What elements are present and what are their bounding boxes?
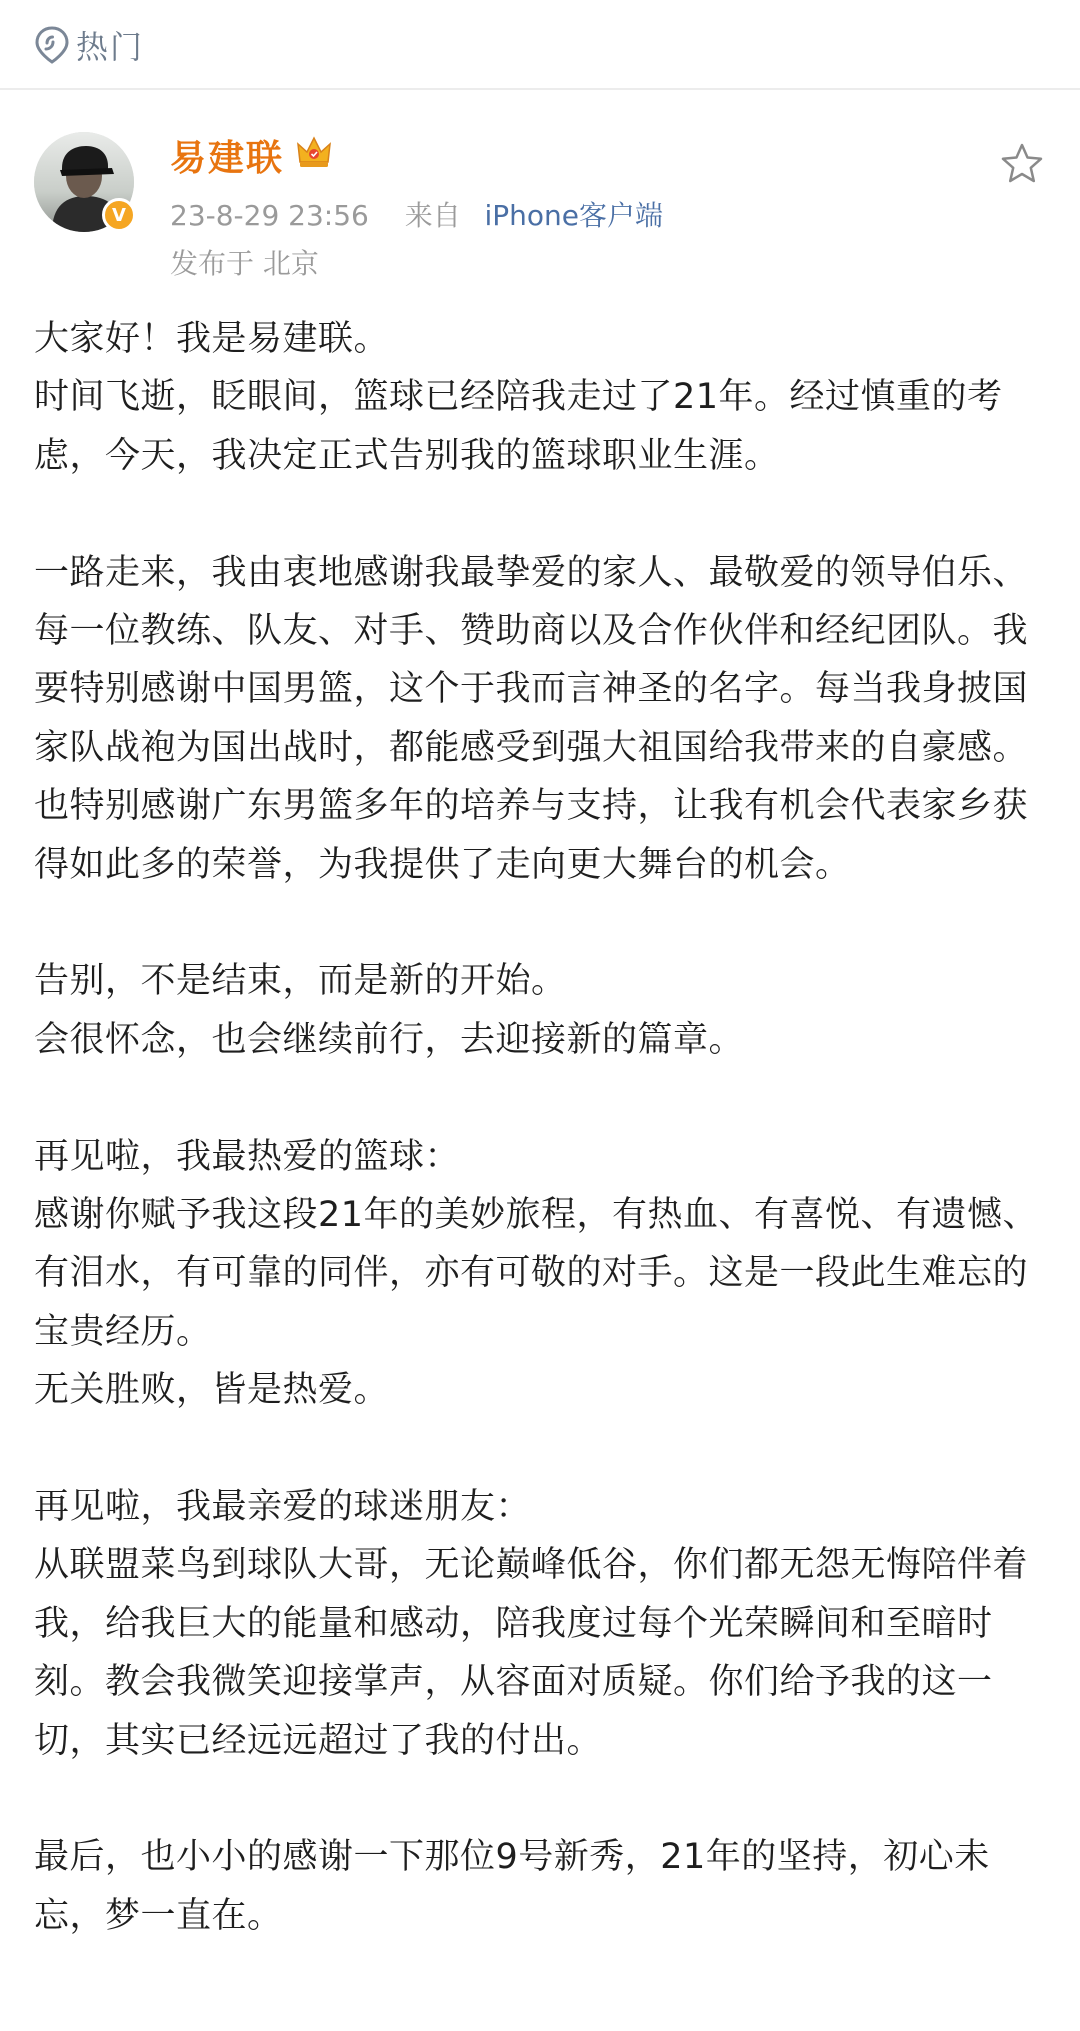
post-location: 发布于 北京 xyxy=(170,247,319,280)
favorite-button[interactable] xyxy=(998,140,1046,188)
paragraph-gap xyxy=(34,1420,1054,1478)
paragraph-gap xyxy=(34,894,1054,952)
post-text-line: 会很怀念，也会继续前行，去迎接新的篇章。 xyxy=(34,1019,745,1060)
post-text-line: 告别，不是结束，而是新的开始。 xyxy=(34,961,567,1002)
post-text-line: 一路走来，我由衷地感谢我最挚爱的家人、最敬爱的领导伯乐、每一位教练、队友、对手、赞助商以及合作伙伴和经纪团队。我要特别感谢中国男篮，这个于我而言神圣的名字。每当我身披国家队战袍为国出战时，都能感受到强大祖国给我带来的自豪感。也特别感谢广东男篮多年的培养与支持，让我有机会代表家乡获得如此多的荣誉，为我提供了走向更大舞台的机会。 xyxy=(34,552,1029,885)
post-text-line: 时间飞逝，眨眼间，篮球已经陪我走过了21年。经过慎重的考虑，今天，我决定正式告别我的篮球职业生涯。 xyxy=(34,377,1003,476)
post-content xyxy=(34,310,1054,1945)
post-text-line: 最后，也小小的感谢一下那位9号新秀，21年的坚持，初心未忘，梦一直在。 xyxy=(34,1837,990,1936)
hot-location-icon xyxy=(34,25,70,65)
post-source-link[interactable]: iPhone客户端 xyxy=(484,199,664,232)
paragraph-gap xyxy=(34,1770,1054,1828)
paragraph-gap xyxy=(34,1069,1054,1127)
from-label: 来自 xyxy=(404,199,461,232)
post-text-line: 感谢你赋予我这段21年的美妙旅程，有热血、有喜悦、有遗憾、有泪水，有可靠的同伴，亦有可敬的对手。这是一段此生难忘的宝贵经历。 xyxy=(34,1195,1039,1352)
paragraph-gap xyxy=(34,485,1054,543)
star-icon xyxy=(998,140,1046,188)
post-text-line: 大家好！我是易建联。 xyxy=(34,319,390,359)
top-bar xyxy=(0,0,1080,90)
author-name[interactable]: 易建联 xyxy=(170,138,285,179)
post-text-line: 无关胜败，皆是热爱。 xyxy=(34,1370,390,1411)
post-time: 23-8-29 23:56 xyxy=(170,199,369,232)
post-header xyxy=(0,90,1080,290)
hot-label: 热门 xyxy=(76,28,145,66)
hot-tag[interactable] xyxy=(34,22,144,68)
verified-badge-icon: V xyxy=(102,198,136,232)
crown-badge-icon[interactable] xyxy=(294,132,334,172)
post-text-line: 再见啦，我最亲爱的球迷朋友： xyxy=(34,1487,532,1528)
post-text-line: 从联盟菜鸟到球队大哥，无论巅峰低谷，你们都无怨无悔陪伴着我，给我巨大的能量和感动，陪我度过每个光荣瞬间和至暗时刻。教会我微笑迎接掌声，从容面对质疑。你们给予我的这一切，其实已经远远超过了我的付出。 xyxy=(34,1545,1029,1761)
post-meta xyxy=(170,194,663,234)
post-text-line: 再见啦，我最热爱的篮球： xyxy=(34,1136,461,1177)
